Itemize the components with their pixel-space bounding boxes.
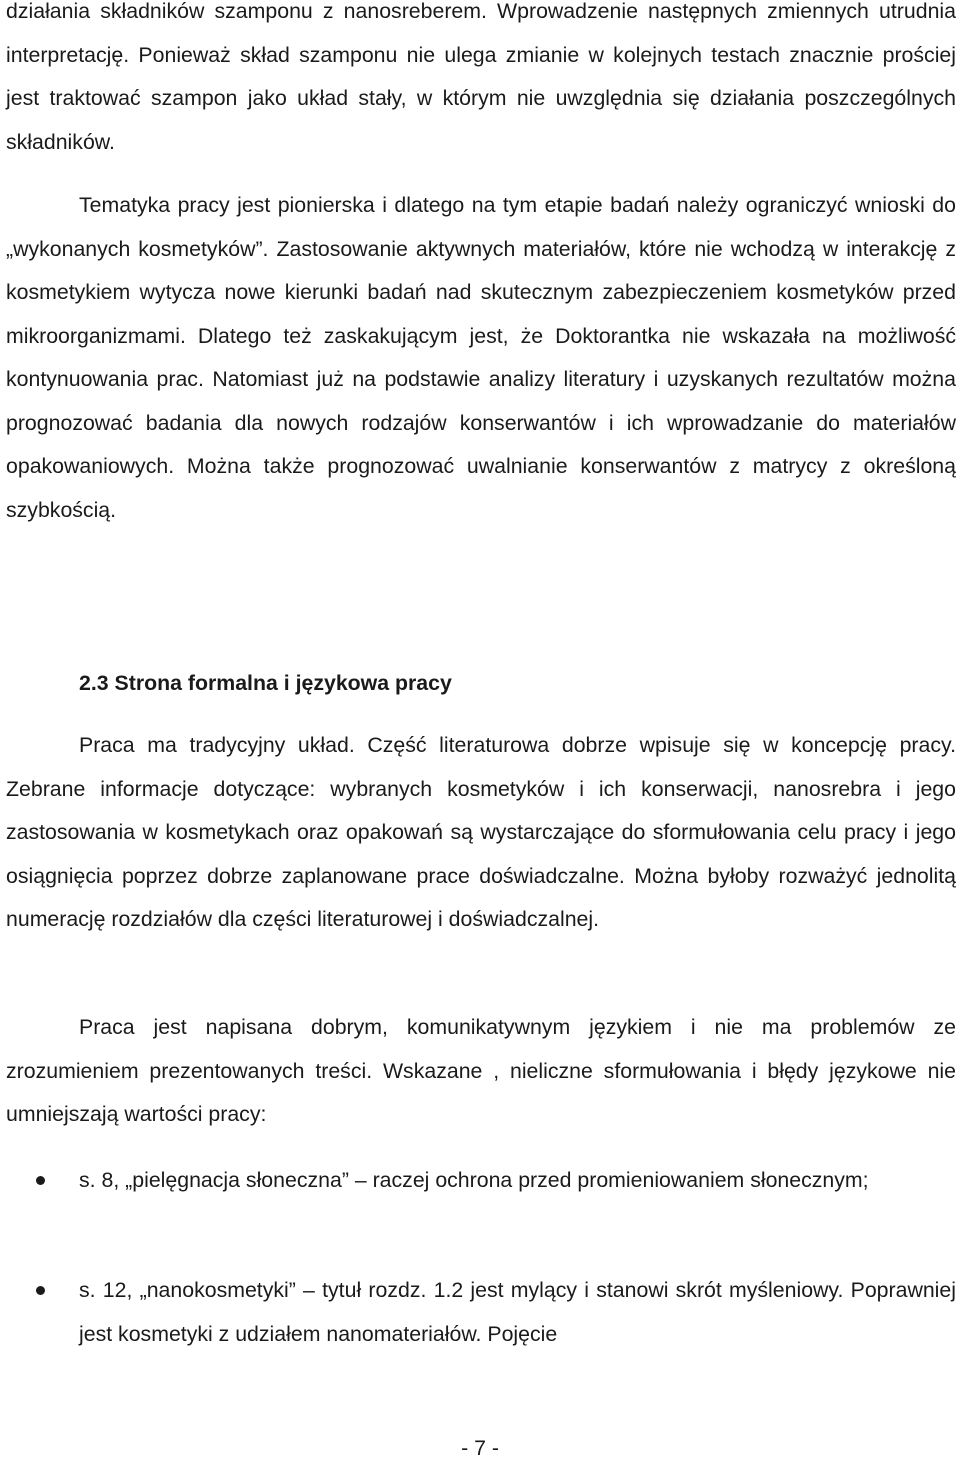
section-heading: 2.3 Strona formalna i językowa pracy — [79, 671, 452, 695]
bullet-icon — [36, 1176, 45, 1185]
list-item-text: s. 8, „pielęgnacja słoneczna” – raczej ochrona przed promieniowaniem słonecznym; — [79, 1168, 869, 1192]
paragraph-research-topic: Tematyka pracy jest pionierska i dlatego na tym etapie badań należy ograniczyć wnioski do „wykonanych kosmetyków”. Zastosowanie aktywnych materiałów, które nie wchodzą w interakcję z kosmetykiem wytycza nowe kierunki badań nad skutecznym zabezpieczeniem kosmetyków przed mikroorganizmami. Dlatego też zaskakującym jest, że Doktorantka nie wskazała na możliwość kontynuowania prac. Natomiast już na podstawie analizy literatury i uzyskanych rezultatów można prognozować badania dla nowych rodzajów konserwantów i ich wprowadzanie do materiałów opakowaniowych. Można także prognozować uwalnianie konserwantów z matrycy z określoną szybkością. — [6, 193, 956, 522]
paragraph-language-quality: Praca jest napisana dobrym, komunikatywnym językiem i nie ma problemów ze zrozumieniem prezentowanych treści. Wskazane , nieliczne sformułowania i błędy językowe nie umniejszają wartości pracy: — [6, 1015, 956, 1126]
paragraph-shampoo-composition: działania składników szamponu z nanosreberem. Wprowadzenie następnych zmiennych utrudnia interpretację. Ponieważ skład szamponu nie ulega zmianie w kolejnych testach znacznie prościej jest traktować szampon jako układ stały, w którym nie uwzględnia się działania poszczególnych składników. — [6, 0, 956, 154]
paragraph-work-structure: Praca ma tradycyjny układ. Część literaturowa dobrze wpisuje się w koncepcję pracy. Zebrane informacje dotyczące: wybranych kosmetyków i ich konserwacji, nanosrebra i jego zastosowania w kosmetykach oraz opakowań są wystarczające do sformułowania celu pracy i jego osiągnięcia poprzez dobrze zaplanowane prace doświadczalne. Można byłoby rozważyć jednolitą numerację rozdziałów dla części literaturowej i doświadczalnej. — [6, 733, 956, 931]
list-item — [6, 1159, 956, 1203]
list-item-text: s. 12, „nanokosmetyki” – tytuł rozdz. 1.2 jest mylący i stanowi skrót myśleniowy. Poprawniej jest kosmetyki z udziałem nanomateriałów. Pojęcie — [79, 1278, 956, 1346]
page-number: - 7 - — [461, 1436, 499, 1460]
bullet-icon — [36, 1286, 45, 1295]
list-item — [6, 1269, 956, 1356]
